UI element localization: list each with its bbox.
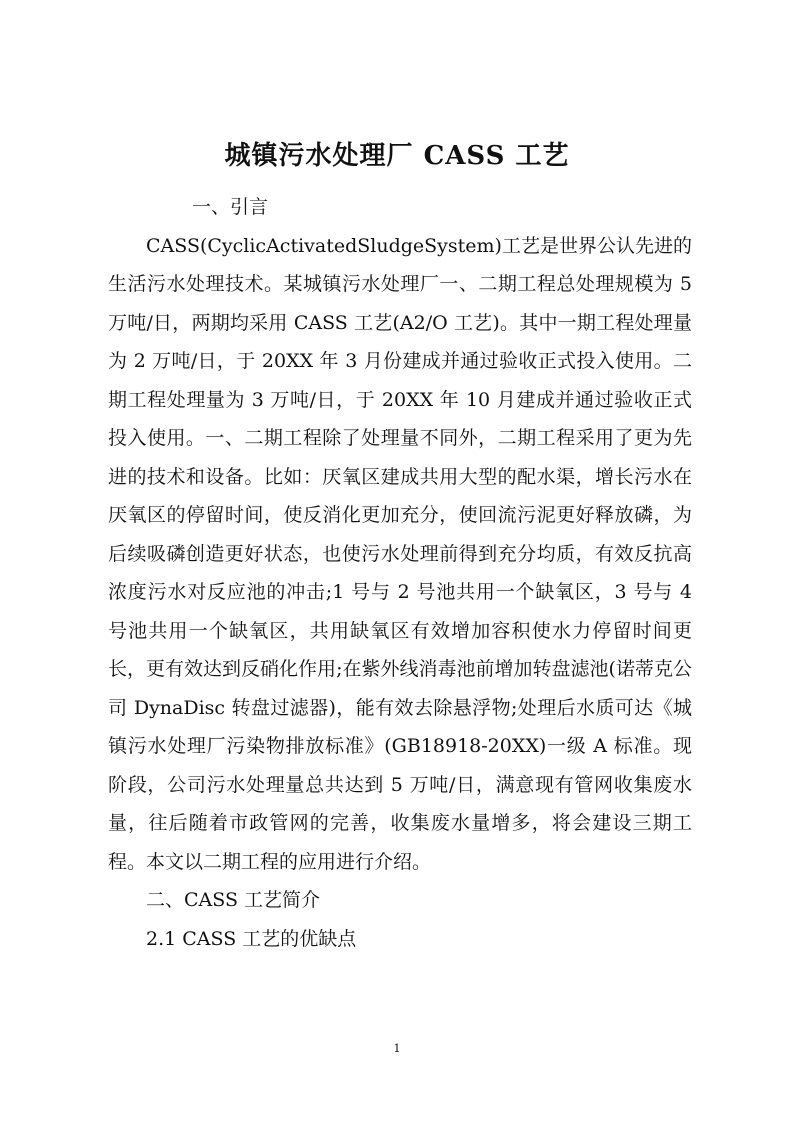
document-title: 城镇污水处理厂 CASS 工艺 <box>224 141 570 171</box>
introduction-paragraph: CASS(CyclicActivatedSludgeSystem)工艺是世界公认先进的生活污水处理技术。某城镇污水处理厂一、二期工程总处理规模为 5 万吨/日，两期均采用 CASS 工艺(A2/O 工艺)。其中一期工程处理量为 2 万吨/日，于 20XX 年 3 月份建成并通过验收正式投入使用。二期工程处理量为 3 万吨/日，于 20XX 年 10 月建成并通过验收正式投入使用。一、二期工程除了处理量不同外，二期工程采用了更为先进的技术和设备。比如：厌氧区建成共用大型的配水渠，增长污水在厌氧区的停留时间，使反消化更加充分，使回流污泥更好释放磷，为后续吸磷创造更好状态，也使污水处理前得到充分均质，有效反抗高浓度污水对反应池的冲击;1 号与 2 号池共用一个缺氧区，3 号与 4 号池共用一个缺氧区，共用缺氧区有效增加容积使水力停留时间更长，更有效达到反硝化作用;在紫外线消毒池前增加转盘滤池(诺蒂克公司 DynaDisc 转盘过滤器)，能有效去除悬浮物;处理后水质可达《城镇污水处理厂污染物排放标准》(GB18918-20XX)一级 A 标准。现阶段，公司污水处理量总共达到 5 万吨/日，满意现有管网收集废水量，往后随着市政管网的完善，收集废水量增多，将会建设三期工程。本文以二期工程的应用进行介绍。 <box>108 234 692 873</box>
section-heading-cass-overview: 二、CASS 工艺简介 <box>146 889 320 911</box>
section-heading-introduction: 一、引言 <box>192 196 269 218</box>
document-body <box>108 188 692 958</box>
page-number: 1 <box>393 1042 401 1055</box>
subsection-heading-pros-cons: 2.1 CASS 工艺的优缺点 <box>146 927 357 950</box>
